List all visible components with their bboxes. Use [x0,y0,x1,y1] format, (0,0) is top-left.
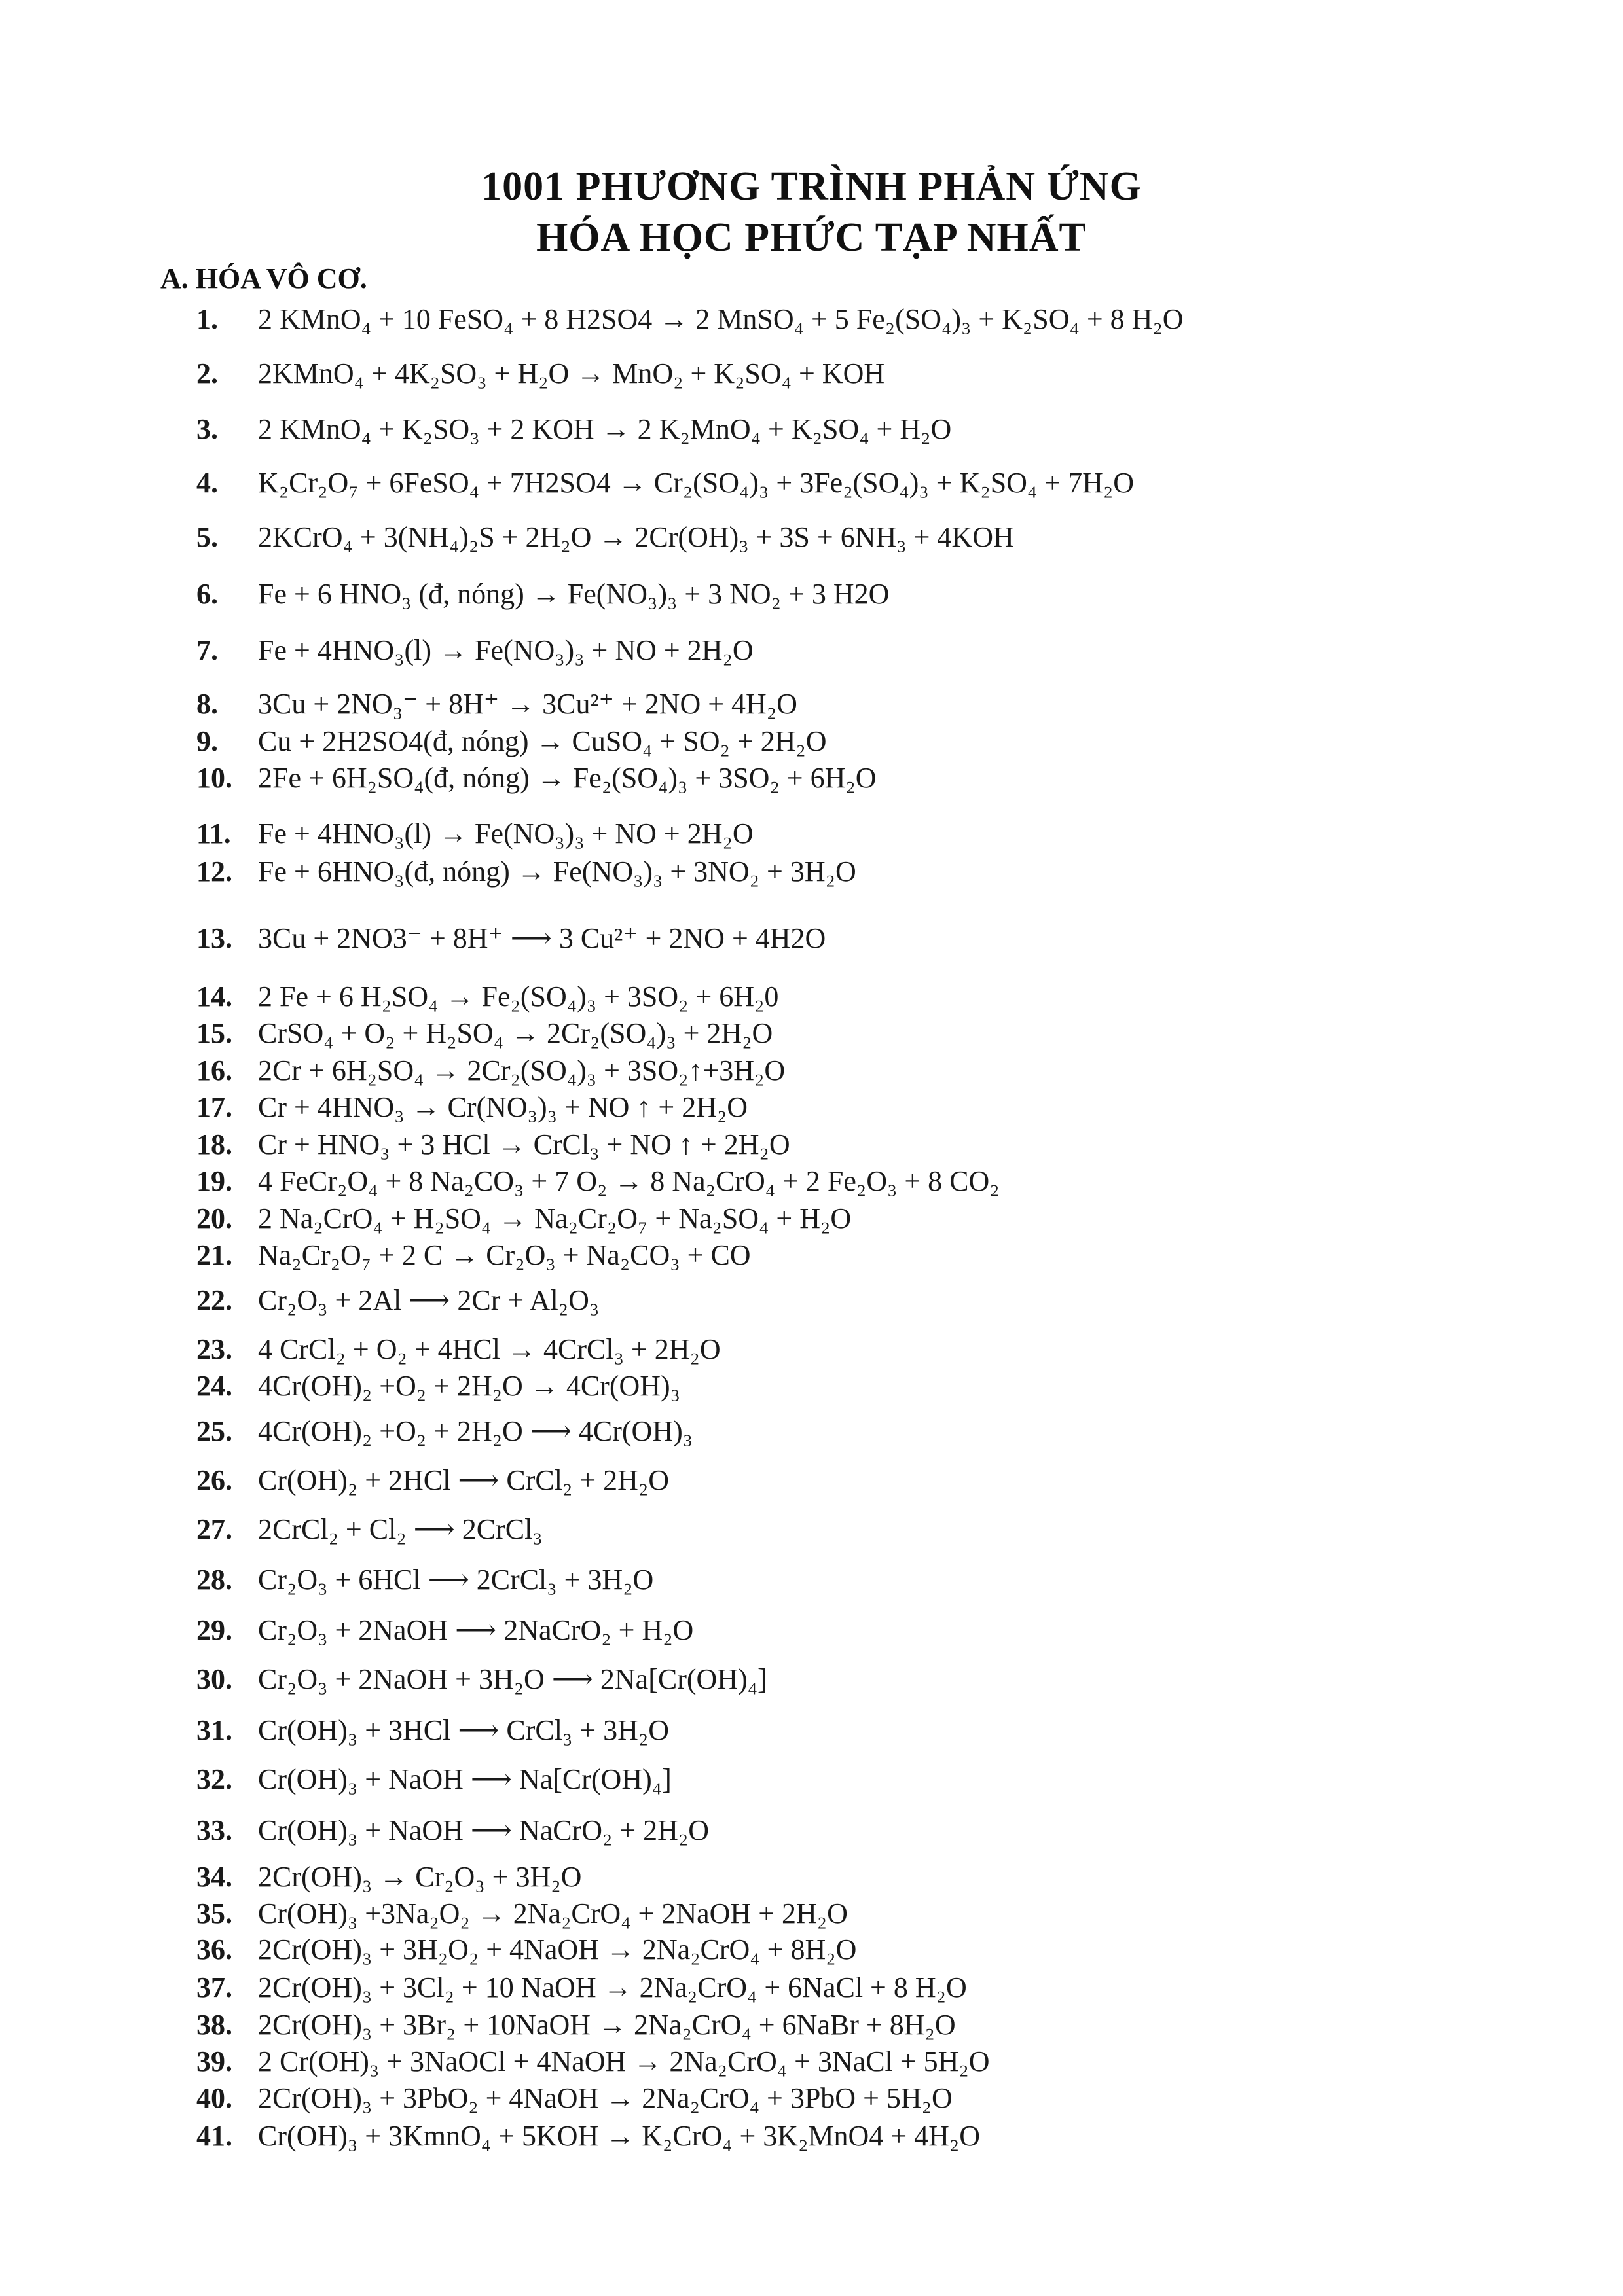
equation-formula: 2Cr(OH)₃ + 3PbO₂ + 4NaOH → 2Na₂CrO₄ + 3PbO + 5H₂O [258,2082,953,2114]
equation-number: 33. [196,1814,232,1846]
equation-formula: 2Cr(OH)₃ → Cr₂O₃ + 3H₂O [258,1861,582,1893]
equation-line [196,1238,751,1272]
equation-line [196,725,827,759]
equation-line [196,980,778,1014]
equation-line [196,1662,767,1696]
equation-number: 32. [196,1763,232,1795]
equation-line [196,1054,785,1088]
equation-number: 14. [196,980,232,1013]
equation-line [196,1369,680,1403]
equation-formula: Cr + HNO₃ + 3 HCl → CrCl₃ + NO ↑ + 2H₂O [258,1128,790,1160]
equation-number: 8. [196,688,218,720]
equation-number: 13. [196,922,232,954]
equation-number: 12. [196,855,232,888]
equation-line [196,1016,773,1050]
equation-line [196,1463,669,1498]
equation-line [196,1563,653,1597]
equation-formula: 2Cr(OH)₃ + 3H₂O₂ + 4NaOH → 2Na₂CrO₄ + 8H₂O [258,1933,857,1965]
equation-formula: 2Cr + 6H₂SO₄ → 2Cr₂(SO₄)₃ + 3SO₂↑+3H₂O [258,1054,786,1086]
equation-number: 5. [196,521,218,553]
equation-formula: Cr(OH)₃ + NaOH ⟶ Na[Cr(OH)₄] [258,1763,672,1795]
equation-formula: 2Cr(OH)₃ + 3Br₂ + 10NaOH → 2Na₂CrO₄ + 6NaBr + 8H₂O [258,2009,956,2041]
equation-formula: Cr + 4HNO₃ → Cr(NO₃)₃ + NO ↑ + 2H₂O [258,1091,748,1123]
equation-formula: Cr₂O₃ + 2NaOH ⟶ 2NaCrO₂ + H₂O [258,1614,694,1646]
equation-number: 29. [196,1614,232,1646]
equation-line [196,412,951,446]
equation-formula: 2 Na₂CrO₄ + H₂SO₄ → Na₂Cr₂O₇ + Na₂SO₄ + H₂O [258,1202,852,1234]
equation-formula: 2 Cr(OH)₃ + 3NaOCl + 4NaOH → 2Na₂CrO₄ + 3NaCl + 5H₂O [258,2045,990,2077]
equation-line [196,2045,990,2079]
equation-line [196,1283,599,1318]
equation-line [196,1333,721,1367]
equation-number: 16. [196,1054,232,1086]
equation-number: 25. [196,1415,232,1447]
equation-line [196,2008,956,2042]
equation-formula: 2Fe + 6H₂SO₄(đ, nóng) → Fe₂(SO₄)₃ + 3SO₂ + 6H₂O [258,762,877,794]
equation-number: 6. [196,578,218,610]
equation-formula: 4Cr(OH)₂ +O₂ + 2H₂O → 4Cr(OH)₃ [258,1370,681,1402]
equation-formula: CrSO₄ + O₂ + H₂SO₄ → 2Cr₂(SO₄)₃ + 2H₂O [258,1017,773,1049]
equation-formula: 4 CrCl₂ + O₂ + 4HCl → 4CrCl₃ + 2H₂O [258,1333,721,1365]
equation-number: 30. [196,1663,232,1695]
equation-formula: 2KCrO₄ + 3(NH₄)₂S + 2H₂O → 2Cr(OH)₃ + 3S + 6NH₃ + 4KOH [258,521,1014,553]
equation-line [196,687,797,721]
equation-formula: 4Cr(OH)₂ +O₂ + 2H₂O ⟶ 4Cr(OH)₃ [258,1415,693,1447]
equation-line [196,634,754,668]
equation-line [196,855,856,889]
equation-line [196,357,884,391]
equation-formula: 2 Fe + 6 H₂SO₄ → Fe₂(SO₄)₃ + 3SO₂ + 6H₂0 [258,980,779,1013]
equation-formula: Na₂Cr₂O₇ + 2 C → Cr₂O₃ + Na₂CO₃ + CO [258,1239,751,1271]
title-line-1: 1001 PHƯƠNG TRÌNH PHẢN ỨNG [481,164,1142,209]
equation-formula: K₂Cr₂O₇ + 6FeSO₄ + 7H2SO4 → Cr₂(SO₄)₃ + 3Fe₂(SO₄)₃ + K₂SO₄ + 7H₂O [258,467,1134,499]
equation-number: 2. [196,357,218,389]
equation-line [196,1202,851,1236]
equation-number: 39. [196,2045,232,2077]
equation-formula: Cr(OH)₃ + NaOH ⟶ NaCrO₂ + 2H₂O [258,1814,710,1846]
equation-number: 38. [196,2009,232,2041]
equation-formula: Fe + 6HNO₃(đ, nóng) → Fe(NO₃)₃ + 3NO₂ + 3H₂O [258,855,856,888]
equation-number: 22. [196,1284,232,1316]
equation-number: 28. [196,1564,232,1596]
equation-number: 10. [196,762,232,794]
equation-line [196,1513,543,1547]
equation-formula: Cr(OH)₃ + 3HCl ⟶ CrCl₃ + 3H₂O [258,1714,670,1746]
equation-formula: 2Cr(OH)₃ + 3Cl₂ + 10 NaOH → 2Na₂CrO₄ + 6NaCl + 8 H₂O [258,1971,967,2003]
equation-number: 7. [196,634,218,666]
equation-formula: 2 KMnO₄ + K₂SO₃ + 2 KOH → 2 K₂MnO₄ + K₂SO₄ + H₂O [258,413,952,445]
equation-line [196,1933,856,1967]
equation-line [196,1713,669,1748]
equation-line [196,1897,848,1931]
section-heading: A. HÓA VÔ CƠ. [160,262,367,295]
equation-line [196,2119,980,2153]
equation-number: 36. [196,1933,232,1965]
equation-number: 23. [196,1333,232,1365]
equation-formula: 3Cu + 2NO3⁻ + 8H⁺ ⟶ 3 Cu²⁺ + 2NO + 4H2O [258,922,826,954]
equation-formula: 4 FeCr₂O₄ + 8 Na₂CO₃ + 7 O₂ → 8 Na₂CrO₄ + 2 Fe₂O₃ + 8 CO₂ [258,1165,1000,1197]
equation-formula: Cr(OH)₃ + 3KmnO₄ + 5KOH → K₂CrO₄ + 3K₂MnO4 + 4H₂O [258,2120,981,2152]
equation-line [196,1613,693,1647]
equation-formula: Cr(OH)₃ +3Na₂O₂ → 2Na₂CrO₄ + 2NaOH + 2H₂O [258,1897,848,1929]
equation-number: 41. [196,2120,232,2152]
equation-formula: Cu + 2H2SO4(đ, nóng) → CuSO₄ + SO₂ + 2H₂O [258,725,827,757]
equation-number: 19. [196,1165,232,1197]
equation-formula: Cr₂O₃ + 2NaOH + 3H₂O ⟶ 2Na[Cr(OH)₄] [258,1663,767,1695]
equation-line [196,1128,790,1162]
equation-line [196,1814,709,1848]
equation-number: 18. [196,1128,232,1160]
equation-line [196,1164,1000,1198]
equation-number: 11. [196,817,231,850]
equation-line [196,2081,953,2115]
equation-number: 20. [196,1202,232,1234]
equation-formula: 2CrCl₂ + Cl₂ ⟶ 2CrCl₃ [258,1513,543,1545]
equation-line [196,1763,672,1797]
equation-number: 34. [196,1861,232,1893]
title-line-2: HÓA HỌC PHỨC TẠP NHẤT [536,215,1087,260]
equation-line [196,761,877,795]
equation-number: 21. [196,1239,232,1271]
equation-number: 15. [196,1017,232,1049]
equation-number: 3. [196,413,218,445]
equation-number: 24. [196,1370,232,1402]
equation-formula: Fe + 6 HNO₃ (đ, nóng) → Fe(NO₃)₃ + 3 NO₂ + 3 H2O [258,578,890,610]
equation-line [196,577,889,611]
equation-formula: Cr₂O₃ + 6HCl ⟶ 2CrCl₃ + 3H₂O [258,1564,654,1596]
equation-number: 17. [196,1091,232,1123]
equation-number: 1. [196,303,218,335]
equation-formula: Fe + 4HNO₃(l) → Fe(NO₃)₃ + NO + 2H₂O [258,634,754,666]
equation-number: 31. [196,1714,232,1746]
equation-formula: 3Cu + 2NO₃⁻ + 8H⁺ → 3Cu²⁺ + 2NO + 4H₂O [258,688,797,720]
equation-line [196,1860,581,1894]
equation-line [196,1414,693,1448]
equation-line [196,466,1134,500]
equation-number: 35. [196,1897,232,1929]
equation-line [196,1090,748,1124]
equation-formula: Fe + 4HNO₃(l) → Fe(NO₃)₃ + NO + 2H₂O [258,817,754,850]
equation-line [196,1971,967,2005]
equation-number: 40. [196,2082,232,2114]
equation-line [196,922,826,956]
equation-number: 37. [196,1971,232,2003]
equation-number: 4. [196,467,218,499]
equation-number: 9. [196,725,218,757]
equation-line [196,520,1014,554]
equation-formula: Cr₂O₃ + 2Al ⟶ 2Cr + Al₂O₃ [258,1284,600,1316]
equation-number: 27. [196,1513,232,1545]
equation-formula: Cr(OH)₂ + 2HCl ⟶ CrCl₂ + 2H₂O [258,1464,670,1496]
equation-formula: 2 KMnO₄ + 10 FeSO₄ + 8 H2SO4 → 2 MnSO₄ + 5 Fe₂(SO₄)₃ + K₂SO₄ + 8 H₂O [258,303,1184,335]
equation-line [196,817,754,851]
equation-line [196,302,1184,336]
equation-formula: 2KMnO₄ + 4K₂SO₃ + H₂O → MnO₂ + K₂SO₄ + KOH [258,357,885,389]
equation-number: 26. [196,1464,232,1496]
